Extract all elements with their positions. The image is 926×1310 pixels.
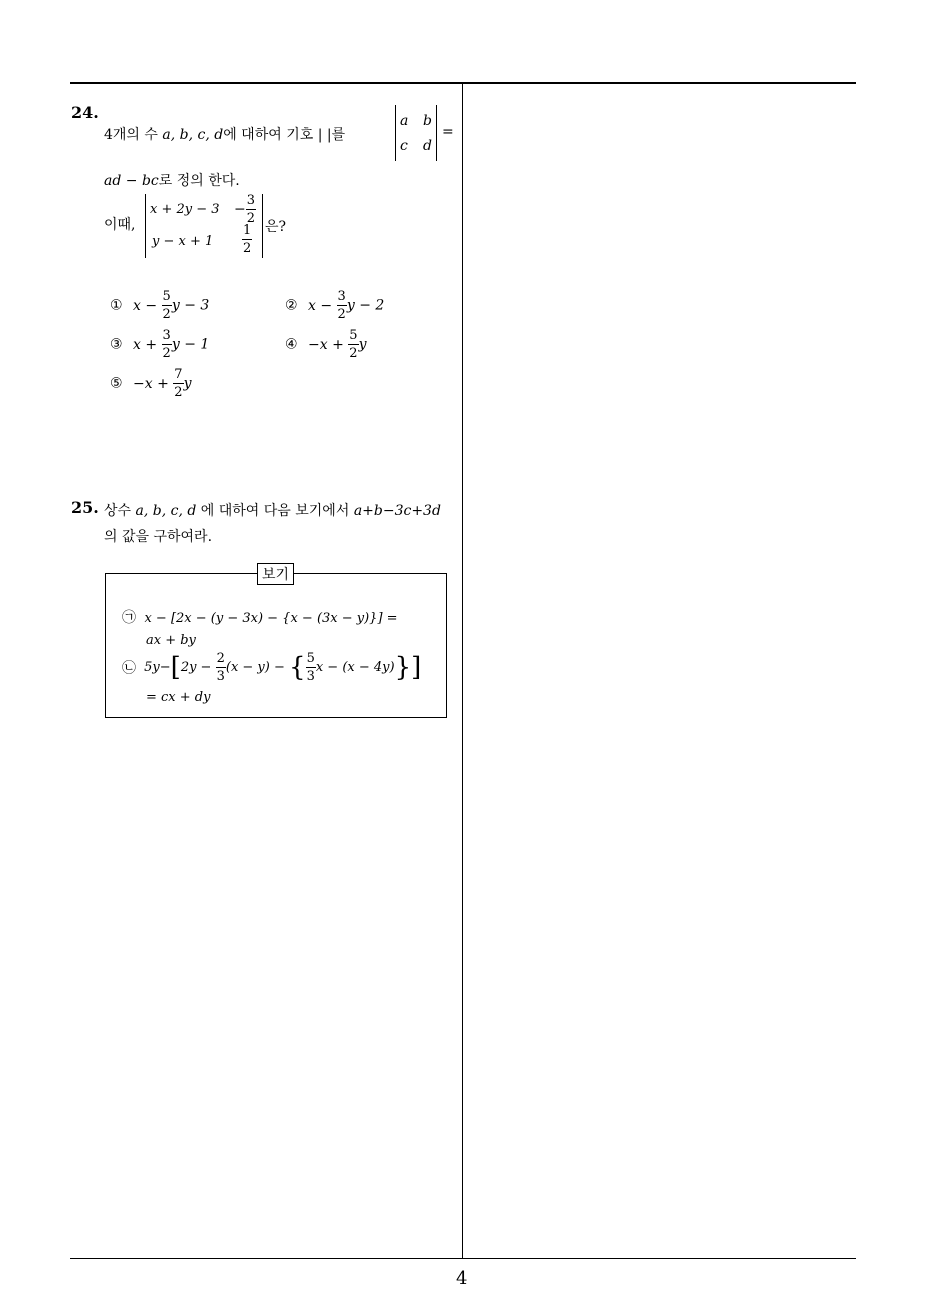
item1-line1: x − [2x − (y − 3x) − {x − (3x − y)}] = (144, 611, 398, 626)
brace-left: { (289, 652, 306, 683)
choice-den: 2 (337, 307, 346, 322)
q24-choice-1[interactable] (110, 290, 209, 321)
q25-line1 (104, 500, 441, 520)
choice-post: y − 1 (171, 336, 210, 353)
det-r2c2-num: 1 (243, 223, 252, 238)
q24-def-expr: ad − bc (104, 173, 159, 189)
item2-frac1-num: 2 (216, 651, 225, 666)
det-r2c2-frac (242, 224, 252, 255)
q24-eq-sign: = (442, 124, 454, 140)
matrix-c: c (400, 138, 408, 154)
choice-pre: x − (308, 297, 337, 314)
item2-line2: = cx + dy (146, 690, 211, 705)
item2-c: x − (x − 4y) (315, 660, 395, 675)
choice-frac (173, 368, 183, 399)
item2-frac2 (306, 652, 316, 683)
det-r1c2-frac (246, 194, 256, 225)
det-r1c2-den: 2 (246, 211, 256, 226)
q24-question: 은? (265, 219, 287, 235)
item2-mark: ㉡ (122, 660, 136, 677)
matrix-a: a (400, 113, 409, 129)
choice-num: 3 (162, 328, 171, 343)
choice-mark: ③ (110, 336, 123, 353)
q25-line1-expr: a+b−3c+3d (353, 503, 441, 519)
item2-a: 2y − (180, 660, 216, 675)
matrix-b: b (423, 113, 432, 129)
choice-post: y − 2 (346, 297, 385, 314)
det-r1c2 (234, 194, 256, 225)
choice-num: 7 (174, 367, 183, 382)
item2-pre: 5y− (144, 660, 171, 675)
q24-choice-3[interactable] (110, 329, 209, 360)
choice-mark: ① (110, 297, 123, 314)
item2-frac2-num: 5 (306, 651, 315, 666)
bottom-rule (70, 1258, 856, 1259)
q24-number: 24. (71, 103, 99, 122)
choice-mark: ⑤ (110, 375, 123, 392)
q24-then: 이때, (104, 217, 136, 233)
q25-line2: 의 값을 구하여라. (104, 529, 213, 545)
bogi-item-2 (122, 652, 421, 683)
item2-frac1 (216, 652, 226, 683)
bogi-item-1 (122, 607, 398, 627)
bracket-left: [ (170, 652, 181, 683)
det-r1c1: x + 2y − 3 (150, 202, 220, 217)
item1-mark: ㉠ (122, 610, 136, 626)
column-divider (462, 83, 463, 1259)
q25-line1-b: 에 대하여 다음 보기에서 (196, 503, 354, 519)
q25-number: 25. (71, 498, 99, 517)
choice-den: 2 (174, 385, 183, 400)
det-r2c1: y − x + 1 (152, 234, 214, 249)
q24-intro-b: 에 대하여 기호 | |를 (223, 127, 346, 143)
q24-def-text: 로 정의 한다. (158, 173, 240, 189)
choice-mark: ④ (285, 336, 298, 353)
choice-frac (337, 290, 347, 321)
item2-frac2-den: 3 (306, 669, 315, 684)
choice-num: 5 (349, 328, 358, 343)
choice-frac (348, 329, 358, 360)
choice-pre: −x + (308, 336, 349, 353)
q24-intro-vars: a, b, c, d (162, 127, 224, 143)
choice-den: 2 (349, 346, 358, 361)
q24-determinant (145, 194, 263, 258)
bracket-right: ] (411, 652, 422, 683)
q24-symbol-matrix (395, 105, 437, 161)
q25-line1-a: 상수 (104, 503, 136, 519)
q24-intro-a: 4개의 수 (104, 127, 163, 143)
choice-num: 3 (337, 289, 346, 304)
choice-frac (162, 290, 172, 321)
choice-den: 2 (162, 307, 171, 322)
choice-num: 5 (162, 289, 171, 304)
q24-intro (104, 124, 345, 144)
q25-line1-vars: a, b, c, d (135, 503, 197, 519)
q24-choice-5[interactable] (110, 368, 191, 399)
brace-right: } (394, 652, 412, 683)
choice-frac (162, 329, 172, 360)
page-number: 4 (456, 1268, 468, 1289)
top-rule (70, 82, 856, 84)
det-r2c2-den: 2 (243, 241, 252, 256)
item2-b: (x − y) − (225, 660, 290, 675)
q24-choice-4[interactable] (285, 329, 366, 360)
choice-den: 2 (162, 346, 171, 361)
choice-pre: −x + (133, 375, 174, 392)
q24-definition (104, 170, 240, 190)
choice-pre: x − (133, 297, 162, 314)
det-r1c2-num: 3 (246, 193, 256, 208)
item1-line2: ax + by (146, 633, 196, 648)
choice-post: y (183, 375, 192, 392)
choice-pre: x + (133, 336, 162, 353)
bogi-title: 보기 (257, 563, 294, 585)
item2-frac1-den: 3 (216, 669, 225, 684)
det-r1c2-sign: − (234, 201, 246, 218)
q24-choice-2[interactable] (285, 290, 384, 321)
det-r2c2 (242, 224, 252, 255)
choice-mark: ② (285, 297, 298, 314)
matrix-d: d (423, 138, 432, 154)
choice-post: y − 3 (171, 297, 210, 314)
choice-post: y (358, 336, 367, 353)
